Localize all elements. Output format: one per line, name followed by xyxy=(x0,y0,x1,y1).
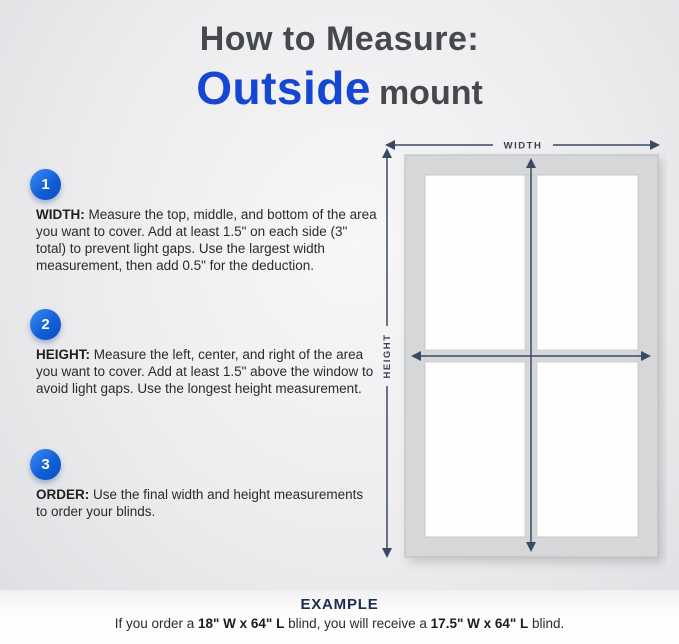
step-2-label: HEIGHT: xyxy=(36,347,90,362)
example-middle: blind, you will receive a xyxy=(284,616,431,631)
step-1-text xyxy=(36,206,378,275)
example-ordered-size: 18" W x 64" L xyxy=(198,616,285,631)
height-arrow-bottom-icon xyxy=(382,548,392,558)
step-3-badge xyxy=(30,449,61,480)
example-title: EXAMPLE xyxy=(300,596,379,613)
page-subtitle xyxy=(0,61,679,115)
step-3-body: Use the final width and height measurements to order your blinds. xyxy=(36,487,364,520)
mount-type-emphasis: Outside xyxy=(196,62,371,114)
mount-type-suffix: mount xyxy=(378,74,483,112)
width-arrow-right-icon xyxy=(650,140,660,150)
step-2-body: Measure the left, center, and right of the area you want to cover. Add at least 1.5" above the window to avoid light gaps. Use the longest height measurement. xyxy=(36,347,374,397)
step-1-badge xyxy=(30,169,61,200)
step-2-text xyxy=(36,346,378,397)
page-title: How to Measure: xyxy=(199,20,480,58)
step-2-number: 2 xyxy=(41,316,50,333)
example-section xyxy=(0,590,679,644)
height-arrow-top-icon xyxy=(382,148,392,158)
window-diagram-svg xyxy=(375,128,667,572)
example-suffix: blind. xyxy=(528,616,565,631)
example-prefix: If you order a xyxy=(114,616,198,631)
example-text xyxy=(0,616,679,631)
window-measure-diagram xyxy=(375,128,667,572)
step-2-badge xyxy=(30,309,61,340)
step-3-text xyxy=(36,486,378,520)
step-1-body: Measure the top, middle, and bottom of the area you want to cover. Add at least 1.5" on each side (3" total) to prevent light gaps. Use the largest width measurement, then add 0.5" for the deduction. xyxy=(36,207,377,274)
step-3-label: ORDER: xyxy=(36,487,90,502)
step-3-number: 3 xyxy=(41,456,50,473)
step-1-number: 1 xyxy=(41,176,50,193)
example-received-size: 17.5" W x 64" L xyxy=(430,616,529,631)
width-arrow-left-icon xyxy=(385,140,395,150)
step-1-label: WIDTH: xyxy=(36,207,85,222)
height-dim-label: HEIGHT xyxy=(382,333,393,379)
width-dim-label: WIDTH xyxy=(503,140,543,152)
header xyxy=(0,20,679,115)
